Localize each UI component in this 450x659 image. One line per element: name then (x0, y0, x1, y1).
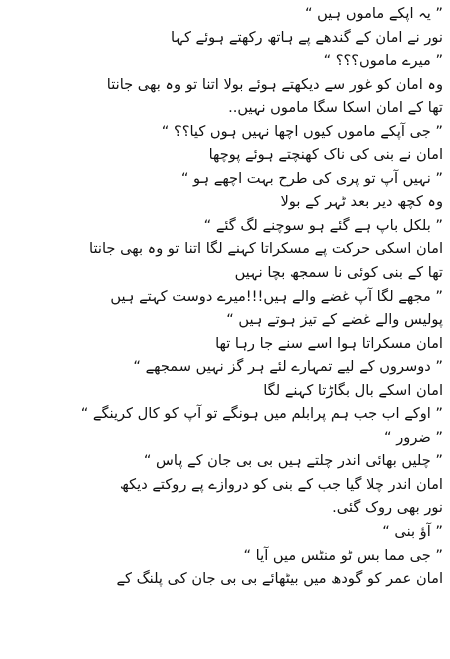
text-line: پولیس والے غضے کے تیز ہوتے ہیں “ (226, 311, 443, 329)
text-line: نور نے امان کے گندھے پے ہاتھ رکھتے ہوئے کہا (170, 28, 443, 46)
text-line: ” جی مما بس ٹو منٹس میں آیا “ (243, 546, 443, 564)
text-line: امان اسکے بال بگاڑتا کہنے لگا (263, 381, 443, 399)
text-line: ” بلکل باپ ہے گئے ہو سوچنے لگ گئے “ (203, 216, 443, 234)
text-line: ” نہیں آپ تو پری کی طرح بہت اچھے ہو “ (180, 169, 443, 187)
text-line: امان اسکی حرکت پے مسکراتا کہنے لگا اتنا تو وہ بھی جانتا (89, 240, 443, 258)
text-line: امان مسکراتا ہوا اسے سنے جا رہا تھا (215, 334, 443, 352)
text-line: ” ضرور “ (384, 428, 443, 446)
text-line: امان نے بنی کی ناک کھنچتے ہوئے پوچھا (208, 146, 443, 164)
text-line: تھا کے بنی کوئی نا سمجھ بچا نہیں (234, 264, 443, 282)
text-line: ” آؤ بنی “ (382, 523, 443, 541)
text-line: ” دوسروں کے لیے تمہارے لئے ہر گز نہیں سمجھے “ (133, 358, 443, 376)
text-line: ” یہ اپکے ماموں ہیں “ (304, 5, 443, 22)
text-line: امان عمر کو گودھ میں بیٹھائے بی بی جان کی پلنگ کے (116, 570, 443, 588)
text-line: نور بھی روک گئی. (332, 499, 443, 517)
text-line: ” اوکے اب جب ہم پرابلم میں ہونگے تو آپ کو کال کرینگے “ (80, 405, 443, 423)
text-line: تھا کے امان اسکا سگا ماموں نہیں.. (228, 99, 443, 117)
text-line: امان اندر چلا گیا جب کے بنی کو دروازے پے روکتے دیکھ (119, 475, 443, 493)
text-line: وہ کچھ دیر بعد ٹہر کے بولا (280, 193, 443, 211)
text-line: وہ امان کو غور سے دیکھتے ہوئے بولا اتنا تو وہ بھی جانتا (106, 75, 443, 93)
text-line: ” جی آپکے ماموں کیوں اچھا نہیں ہوں کیا؟؟ “ (161, 122, 443, 140)
text-line: ” چلیں بھائی اندر چلتے ہیں بی بی جان کے پاس “ (143, 452, 443, 470)
text-line: ” مجھے لگا آپ غضے والے ہیں!!!میرے دوست کہتے ہیں (110, 287, 443, 305)
text-line: ” میرے ماموں؟؟؟ “ (323, 52, 443, 70)
